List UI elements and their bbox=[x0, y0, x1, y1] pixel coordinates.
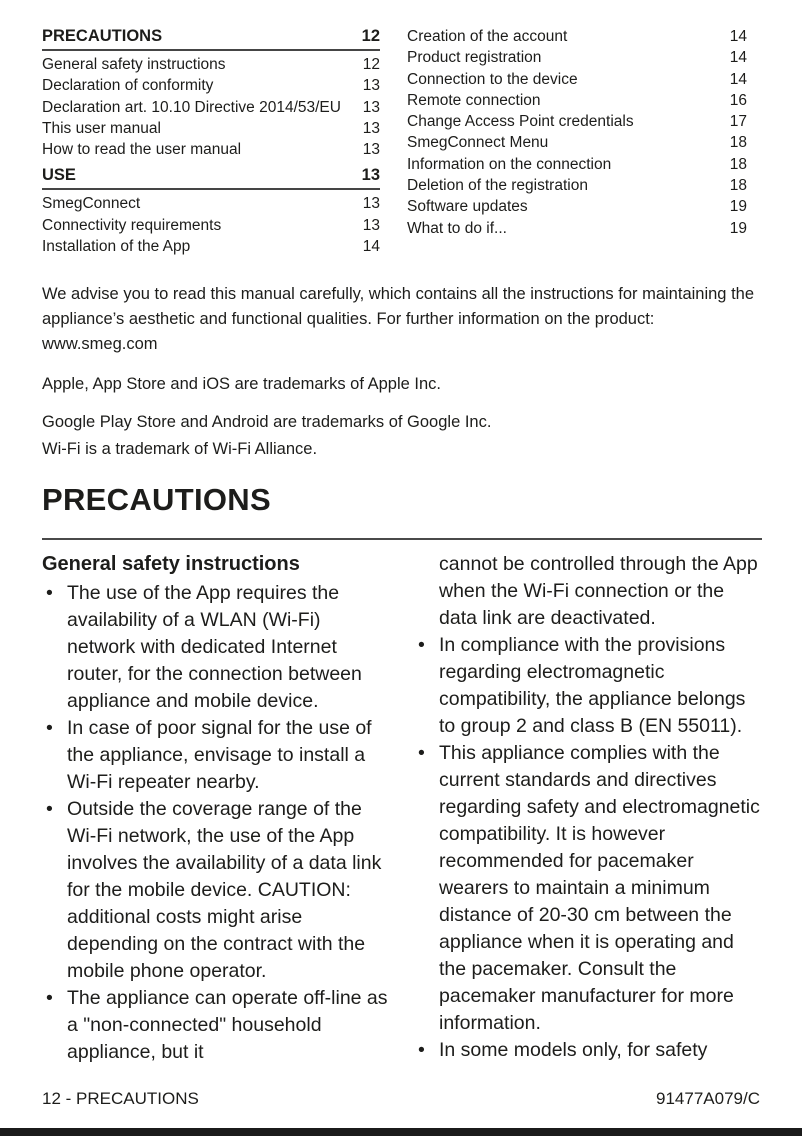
toc-section-title: PRECAUTIONS bbox=[42, 27, 163, 45]
toc-section-precautions bbox=[42, 26, 380, 160]
toc-entry bbox=[42, 75, 380, 96]
toc-entry bbox=[42, 54, 380, 75]
safety-bullet-list-left bbox=[42, 580, 390, 1066]
toc-entry bbox=[42, 139, 380, 160]
toc-entry bbox=[42, 236, 380, 257]
toc-entry bbox=[407, 26, 747, 47]
trademark-note-wifi: Wi-Fi is a trademark of Wi-Fi Alliance. bbox=[42, 440, 318, 459]
toc-section-page: 13 bbox=[361, 166, 380, 185]
toc-entry-label: Declaration art. 10.10 Directive 2014/53/EU bbox=[42, 98, 341, 116]
toc-section-header bbox=[42, 26, 380, 51]
toc-entry-label: Creation of the account bbox=[407, 28, 568, 45]
bullet-item: • This appliance complies with the current standards and directives regarding safety and electromagnetic compatibility. It is however recommended for pacemaker wearers to maintain a minimum distance of 20-30 cm between the appliance when it is operating and the pacemaker. Consult the pacemaker manufacturer for more information. bbox=[414, 740, 762, 1037]
toc-entry-label: Change Access Point credentials bbox=[407, 113, 634, 131]
toc-entry-page: 13 bbox=[362, 195, 380, 213]
footer-page-label: 12 - PRECAUTIONS bbox=[42, 1089, 199, 1108]
toc-entry-page: 18 bbox=[729, 177, 747, 195]
toc-entry-label: This user manual bbox=[42, 119, 161, 137]
footer-document-code: 91477A079/C bbox=[656, 1089, 760, 1108]
table-of-contents bbox=[42, 26, 762, 257]
toc-entry bbox=[407, 90, 747, 111]
toc-entry bbox=[407, 47, 747, 68]
body-right-column bbox=[414, 551, 762, 1066]
toc-section-page: 12 bbox=[361, 27, 380, 45]
toc-entry bbox=[42, 215, 380, 236]
toc-entry bbox=[407, 196, 747, 217]
toc-entry-label: Installation of the App bbox=[42, 238, 191, 256]
toc-entry bbox=[407, 111, 747, 132]
toc-entry-label: Information on the connection bbox=[407, 155, 612, 173]
toc-entry-label: SmegConnect Menu bbox=[407, 134, 549, 152]
subsection-heading: General safety instructions bbox=[42, 553, 300, 576]
toc-section-use bbox=[42, 165, 380, 257]
bullet-item: • In case of poor signal for the use of the appliance, envisage to install a Wi-Fi repeater nearby. bbox=[42, 715, 390, 796]
section-heading: PRECAUTIONS bbox=[42, 482, 271, 518]
toc-entry-label: Deletion of the registration bbox=[407, 177, 588, 195]
toc-entry-label: How to read the user manual bbox=[42, 141, 242, 159]
advisory-paragraph: We advise you to read this manual carefully, which contains all the instructions for maintaining the appliance’s aesthetic and functional qualities. For further information on the product: www.smeg.com bbox=[42, 285, 755, 354]
safety-bullet-list-right bbox=[414, 632, 762, 1064]
page-footer bbox=[42, 1089, 760, 1109]
toc-entry-label: Remote connection bbox=[407, 91, 541, 109]
toc-entry bbox=[42, 193, 380, 214]
bullet-continuation-text: cannot be controlled through the App when the Wi-Fi connection or the data link are deactivated. bbox=[439, 553, 758, 630]
toc-entry-page: 19 bbox=[729, 219, 747, 237]
toc-entry bbox=[407, 175, 747, 196]
bullet-item: • In compliance with the provisions regarding electromagnetic compatibility, the appliance belongs to group 2 and class B (EN 55011). bbox=[414, 632, 762, 740]
toc-entry-page: 14 bbox=[729, 70, 747, 88]
intro-block bbox=[42, 282, 762, 462]
trademark-note-apple: Apple, App Store and iOS are trademarks of Apple Inc. bbox=[42, 375, 441, 394]
toc-entry-page: 13 bbox=[362, 141, 380, 159]
toc-entry-label: General safety instructions bbox=[42, 56, 226, 73]
toc-entry-page: 13 bbox=[362, 77, 380, 95]
body-left-column bbox=[42, 551, 390, 1066]
toc-entry-page: 13 bbox=[362, 216, 380, 234]
toc-entry bbox=[407, 154, 747, 175]
bullet-item: • The appliance can operate off-line as a "non-connected" household appliance, but it bbox=[42, 985, 390, 1066]
toc-entry bbox=[42, 118, 380, 139]
toc-right-column bbox=[407, 26, 747, 239]
toc-entry-page: 19 bbox=[729, 198, 747, 216]
body-columns bbox=[42, 551, 762, 1066]
toc-entry-page: 13 bbox=[362, 119, 380, 137]
toc-entry-page: 18 bbox=[729, 134, 747, 152]
toc-entry bbox=[407, 69, 747, 90]
toc-entry-label: Software updates bbox=[407, 198, 528, 216]
toc-entry-page: 12 bbox=[362, 56, 380, 73]
toc-entry-label: What to do if... bbox=[407, 219, 507, 237]
toc-entry-page: 14 bbox=[362, 238, 380, 256]
toc-entry-page: 14 bbox=[729, 28, 747, 45]
toc-entry-page: 16 bbox=[729, 91, 747, 109]
bullet-item: • The use of the App requires the availability of a WLAN (Wi-Fi) network with dedicated Internet router, for the connection between appliance and mobile device. bbox=[42, 580, 390, 715]
toc-entry bbox=[407, 132, 747, 153]
toc-entry-label: Declaration of conformity bbox=[42, 77, 214, 95]
toc-entry-page: 17 bbox=[729, 113, 747, 131]
heading-rule bbox=[42, 538, 762, 540]
toc-section-title: USE bbox=[42, 166, 76, 185]
toc-entry-page: 13 bbox=[362, 98, 380, 116]
toc-entry bbox=[42, 97, 380, 118]
toc-left-column bbox=[42, 26, 380, 257]
toc-entry-label: Product registration bbox=[407, 49, 542, 67]
bottom-edge-bar bbox=[0, 1128, 802, 1136]
toc-entry-label: Connectivity requirements bbox=[42, 216, 222, 234]
trademark-note-google: Google Play Store and Android are trademarks of Google Inc. bbox=[42, 413, 492, 432]
toc-entry-page: 14 bbox=[729, 49, 747, 67]
toc-entry-label: Connection to the device bbox=[407, 70, 578, 88]
toc-section-header bbox=[42, 165, 380, 190]
toc-entry-label: SmegConnect bbox=[42, 195, 141, 213]
toc-entry-page: 18 bbox=[729, 155, 747, 173]
toc-entry bbox=[407, 218, 747, 239]
bullet-item: • Outside the coverage range of the Wi-Fi network, the use of the App involves the availability of a data link for the mobile device. CAUTION: additional costs might arise depending on the contract with the mobile phone operator. bbox=[42, 796, 390, 985]
bullet-item: • In some models only, for safety bbox=[414, 1037, 762, 1064]
